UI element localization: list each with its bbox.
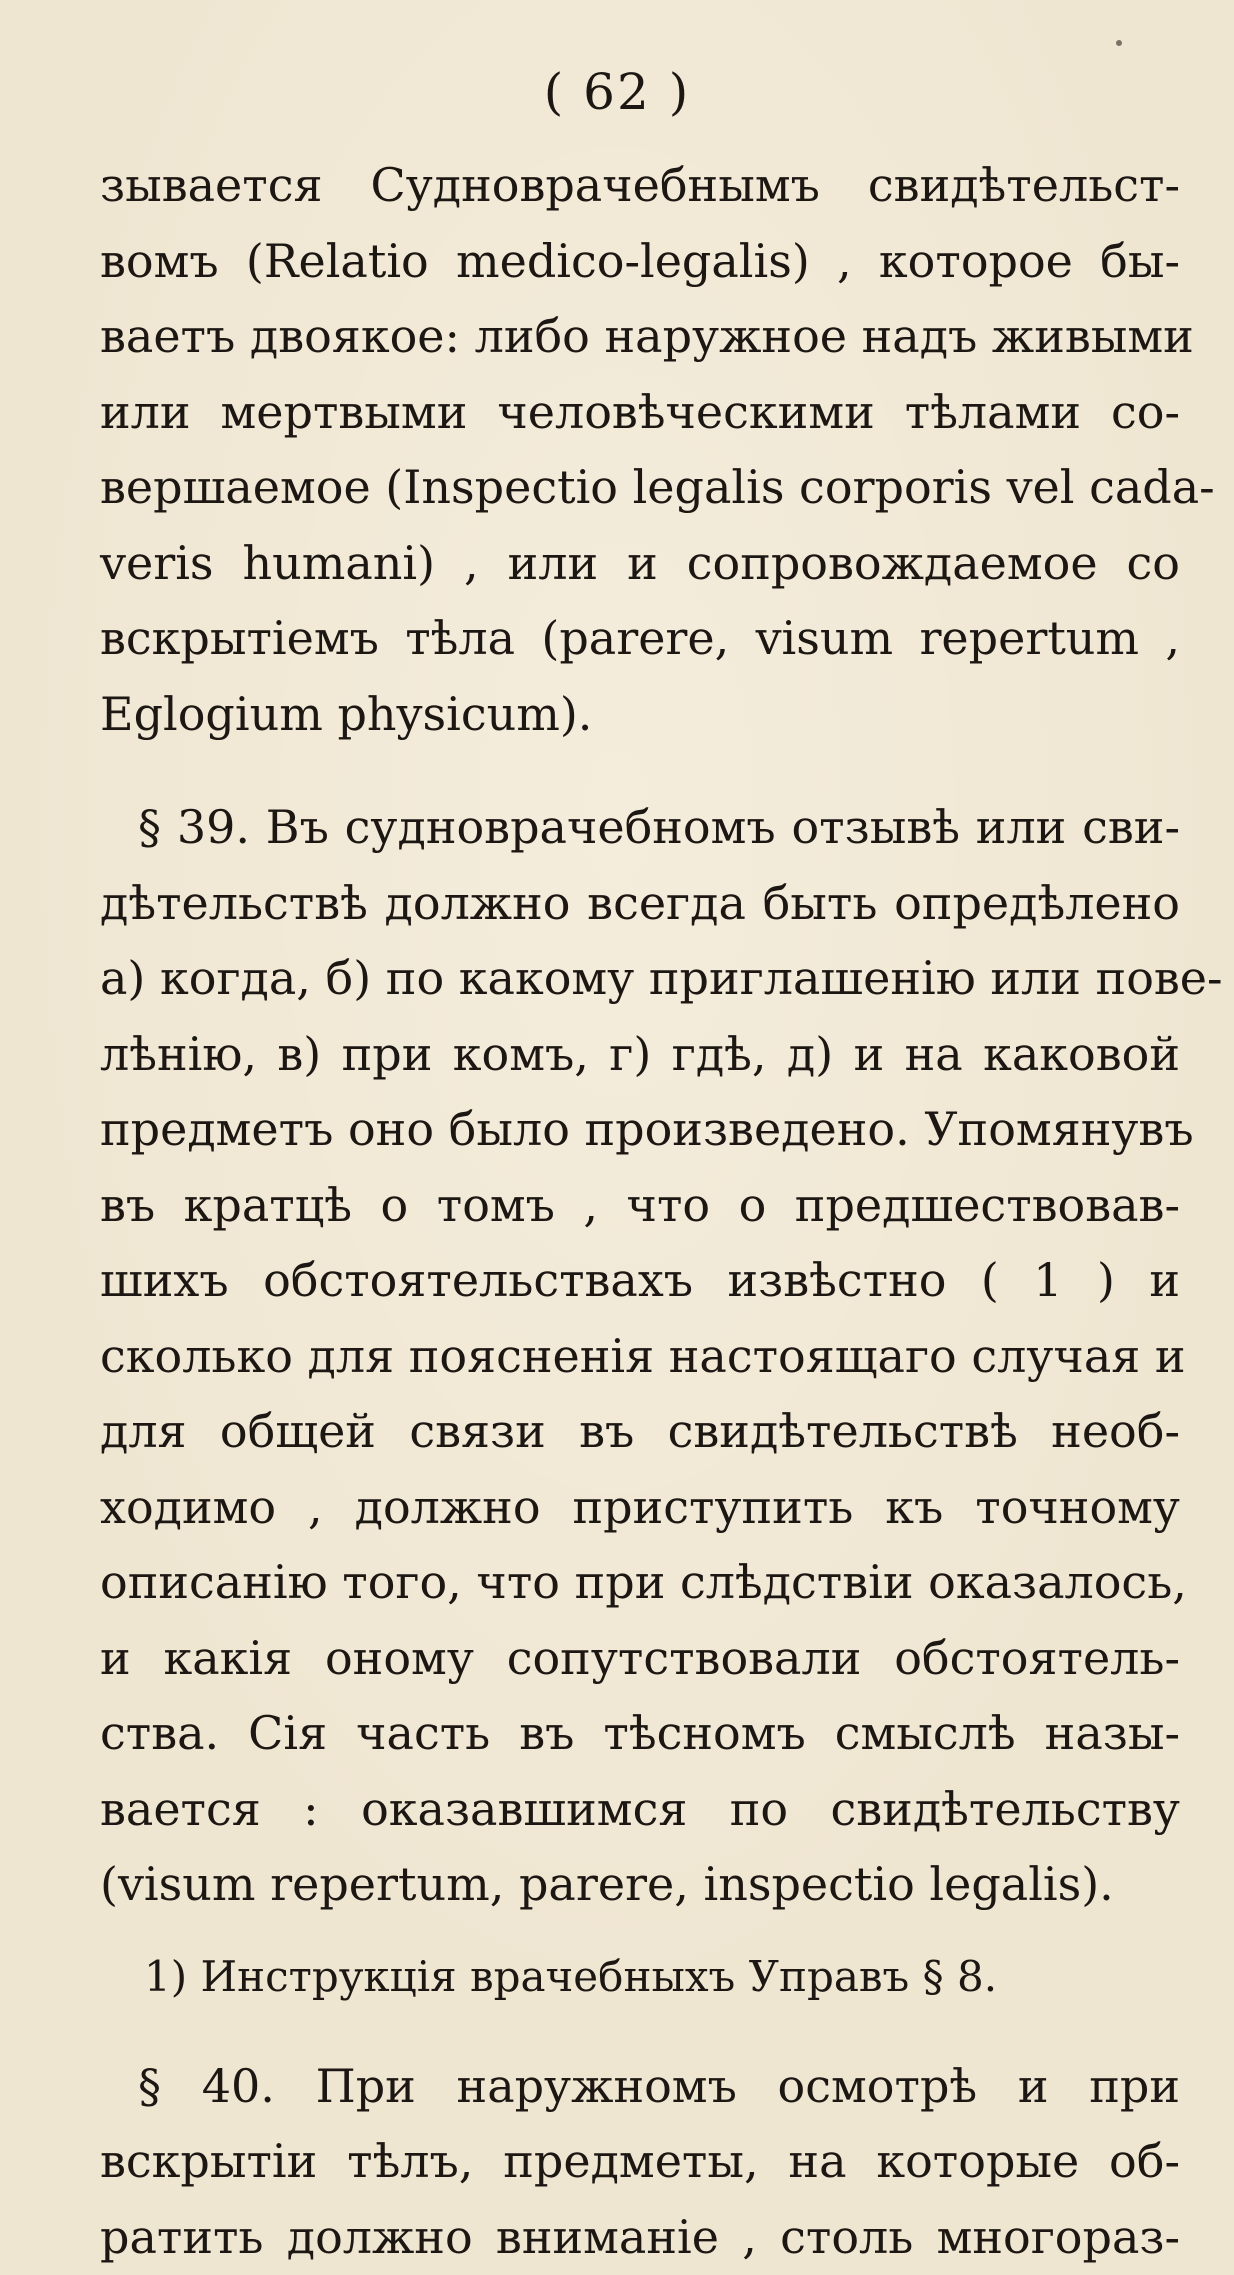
text-line: veris humani) , или и сопровождаемое со [100, 526, 1180, 602]
text-line: шихъ обстоятельствахъ извѣстно ( 1 ) и [100, 1243, 1180, 1319]
text-line: ходимо , должно приступить къ точному [100, 1470, 1180, 1546]
footnote: 1) Инструкція врачебныхъ Управъ § 8. [100, 1943, 1180, 2011]
text-line: лѣнію, в) при комъ, г) гдѣ, д) и на каковой [100, 1017, 1180, 1093]
text-line: зывается Судноврачебнымъ свидѣтельст- [100, 148, 1180, 224]
paragraph-section-39 [100, 790, 1180, 1923]
text-line: для общей связи въ свидѣтельствѣ необ- [100, 1394, 1180, 1470]
text-line: дѣтельствѣ должно всегда быть опредѣлено [100, 866, 1180, 942]
text-line: описанію того, что при слѣдствіи оказалось, [100, 1545, 1180, 1621]
text-line: сколько для поясненія настоящаго случая и [100, 1319, 1180, 1395]
text-line: вскрытіи тѣлъ, предметы, на которые об- [100, 2124, 1180, 2200]
text-line: и какія оному сопутствовали обстоятель- [100, 1621, 1180, 1697]
text-line: § 39. Въ судноврачебномъ отзывѣ или сви- [100, 790, 1180, 866]
text-line: § 40. При наружномъ осмотрѣ и при [100, 2049, 1180, 2125]
text-line: или мертвыми человѣческими тѣлами со- [100, 375, 1180, 451]
text-line: ваетъ двоякое: либо наружное надъ живыми [100, 299, 1180, 375]
paragraph-section-40 [100, 2049, 1180, 2275]
paragraph-1 [100, 148, 1180, 752]
text-line: ства. Сія часть въ тѣсномъ смыслѣ назы- [100, 1696, 1180, 1772]
page-body [100, 148, 1180, 2275]
text-line: предметъ оно было произведено. Упомянувъ [100, 1092, 1180, 1168]
text-line: въ кратцѣ о томъ , что о предшествовав- [100, 1168, 1180, 1244]
text-line: вается : оказавшимся по свидѣтельству [100, 1772, 1180, 1848]
text-line: Eglogium physicum). [100, 677, 1180, 753]
text-line: ратить должно вниманіе , столь многораз- [100, 2200, 1180, 2275]
page-number: ( 62 ) [0, 62, 1234, 122]
text-line: а) когда, б) по какому приглашенію или пове- [100, 941, 1180, 1017]
text-line: вомъ (Relatio medico-legalis) , которое бы- [100, 224, 1180, 300]
text-line: (visum repertum, parere, inspectio legalis). [100, 1847, 1180, 1923]
text-line: вершаемое (Inspectio legalis corporis vel cada- [100, 450, 1180, 526]
ink-speck [1116, 40, 1122, 46]
text-line: вскрытіемъ тѣла (parere, visum repertum , [100, 601, 1180, 677]
